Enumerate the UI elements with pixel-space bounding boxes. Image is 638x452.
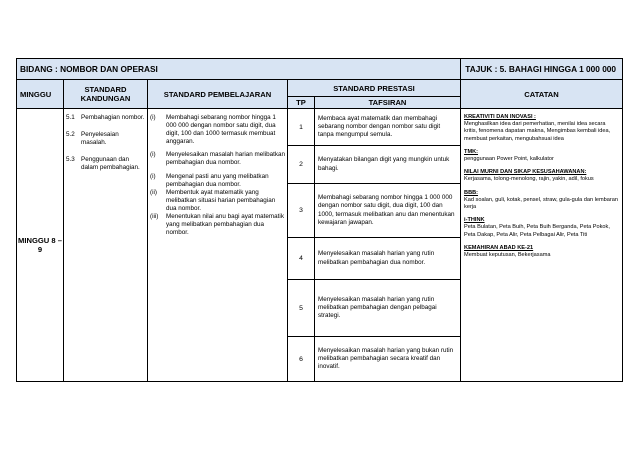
catatan-heading: i-THINK bbox=[464, 217, 485, 224]
kandungan-item bbox=[66, 131, 145, 147]
catatan-heading: NILAI MURNI DAN SIKAP KESUSAHAWANAN: bbox=[464, 169, 587, 176]
pembelajaran-item bbox=[150, 189, 285, 213]
pembelajaran-num: (iii) bbox=[150, 213, 159, 221]
header-standard-kandungan: STANDARD KANDUNGAN bbox=[64, 80, 148, 109]
pembelajaran-text: Menentukan nilai anu bagi ayat matematik yang melibatkan pembahagian dua nombor. bbox=[166, 213, 284, 237]
week-label: MINGGU 8 – 9 bbox=[18, 236, 62, 254]
tp-level: 2 bbox=[288, 146, 315, 184]
header-standard-pembelajaran: STANDARD PEMBELAJARAN bbox=[148, 80, 288, 109]
header-tp: TP bbox=[288, 97, 315, 109]
catatan-body: penggunaan Power Point, kalkulator bbox=[464, 156, 554, 163]
kandungan-num: 5.2 bbox=[66, 131, 75, 139]
tafsiran-text: Menyelesaikan masalah harian yang rutin melibatkan pembahagian dengan pelbagai strategi. bbox=[315, 280, 461, 337]
tafsiran-text: Menyelesaikan masalah harian yang bukan rutin melibatkan pembahagian secara kreatif dan inovatif. bbox=[315, 337, 461, 382]
tp-level: 1 bbox=[288, 109, 315, 146]
kandungan-text: Penggunaan dan dalam pembahagian. bbox=[81, 156, 140, 172]
catatan-section bbox=[464, 217, 619, 239]
pembelajaran-item bbox=[150, 151, 285, 167]
pembelajaran-text: Mengenal pasti anu yang melibatkan pembahagian dua nombor. bbox=[166, 172, 269, 188]
pembelajaran-item bbox=[150, 114, 285, 146]
catatan-heading: KEMAHIRAN ABAD KE-21 bbox=[464, 244, 534, 251]
tp-level: 6 bbox=[288, 337, 315, 382]
catatan-body: Membuat keputusan, Bekerjasama bbox=[464, 252, 551, 259]
catatan-body: Kerjasama, tolong-menolong, rajin, yakin, adil, fokus bbox=[464, 176, 594, 183]
catatan-section bbox=[464, 169, 619, 183]
pembelajaran-item bbox=[150, 213, 285, 237]
catatan-heading: TMK: bbox=[464, 148, 479, 155]
kandungan-text: Pembahagian nombor. bbox=[81, 114, 145, 121]
catatan-section bbox=[464, 190, 619, 212]
kandungan-num: 5.1 bbox=[66, 114, 75, 121]
pembelajaran-text: Membentuk ayat matematik yang melibatkan situasi harian pembahagian dua nombor. bbox=[166, 188, 276, 212]
kandungan-item bbox=[66, 156, 145, 172]
tafsiran-text: Membaca ayat matematik dan membahagi sebarang nombor dengan nombor satu digit tanpa mengumpul semula. bbox=[315, 109, 461, 146]
tafsiran-text: Menyelesaikan masalah harian yang rutin melibatkan pembahagian dua nombor. bbox=[315, 238, 461, 280]
tp-level: 4 bbox=[288, 238, 315, 280]
tafsiran-text: Membahagi sebarang nombor hingga 1 000 000 dengan nombor satu digit, dua digit, 100 dan 1000, termasuk melibatkan anu dan menentukan kewajaran jawapan. bbox=[315, 184, 461, 238]
kandungan-text: Penyelesaian masalah. bbox=[81, 131, 119, 147]
header-tafsiran: TAFSIRAN bbox=[315, 97, 461, 109]
pembelajaran-text: Menyelesaikan masalah harian melibatkan pembahagian dua nombor. bbox=[166, 151, 286, 167]
pembelajaran-num: (i) bbox=[150, 172, 156, 180]
catatan-body: Peta Bulatan, Peta Buih, Peta Buih Berganda, Peta Pokok, Peta Dakap, Peta Alir, Peta Pelbagai Alir, Peta Titi bbox=[464, 224, 610, 238]
catatan-body: Menghasilkan idea dari pemerhatian, menilai idea secara kritis, fenomena dapatan makna, Mengimbas kembali idea, membuat perkaitan, mengubahsuai idea bbox=[464, 121, 611, 142]
catatan-section bbox=[464, 114, 619, 143]
pembelajaran-num: (i) bbox=[150, 151, 156, 159]
catatan-section bbox=[464, 149, 619, 163]
standard-kandungan-cell bbox=[64, 109, 148, 382]
catatan-section bbox=[464, 245, 619, 259]
standard-pembelajaran-cell bbox=[148, 109, 288, 382]
pembelajaran-num: (i) bbox=[150, 114, 156, 121]
header-standard-prestasi: STANDARD PRESTASI bbox=[288, 80, 461, 97]
pembelajaran-text: Membahagi sebarang nombor hingga 1 000 000 dengan nombor satu digit, dua digit, 100 dan 1000 termasuk membuat anggaran. bbox=[166, 114, 276, 146]
catatan-body: Kad soalan, guli, kotak, pensel, straw, gula-gula dan lembaran kerja bbox=[464, 196, 618, 211]
tafsiran-text: Menyatakan bilangan digit yang mungkin untuk bahagi. bbox=[315, 146, 461, 184]
lesson-plan-table bbox=[16, 58, 622, 382]
week-cell bbox=[17, 109, 64, 382]
pembelajaran-num: (ii) bbox=[150, 188, 157, 196]
catatan-heading: KREATIVITI DAN INOVASI : bbox=[464, 114, 536, 120]
kandungan-num: 5.3 bbox=[66, 156, 75, 164]
catatan-heading: BBB: bbox=[464, 189, 479, 196]
catatan-cell bbox=[461, 109, 623, 382]
tp-level: 5 bbox=[288, 280, 315, 337]
pembelajaran-item bbox=[150, 173, 285, 189]
bidang-label: BIDANG : NOMBOR DAN OPERASI bbox=[17, 59, 461, 80]
tajuk-label: TAJUK : 5. BAHAGI HINGGA 1 000 000 bbox=[461, 59, 623, 80]
kandungan-item bbox=[66, 114, 145, 122]
header-minggu: MINGGU bbox=[17, 80, 64, 109]
tp-level: 3 bbox=[288, 184, 315, 238]
header-catatan: CATATAN bbox=[461, 80, 623, 109]
